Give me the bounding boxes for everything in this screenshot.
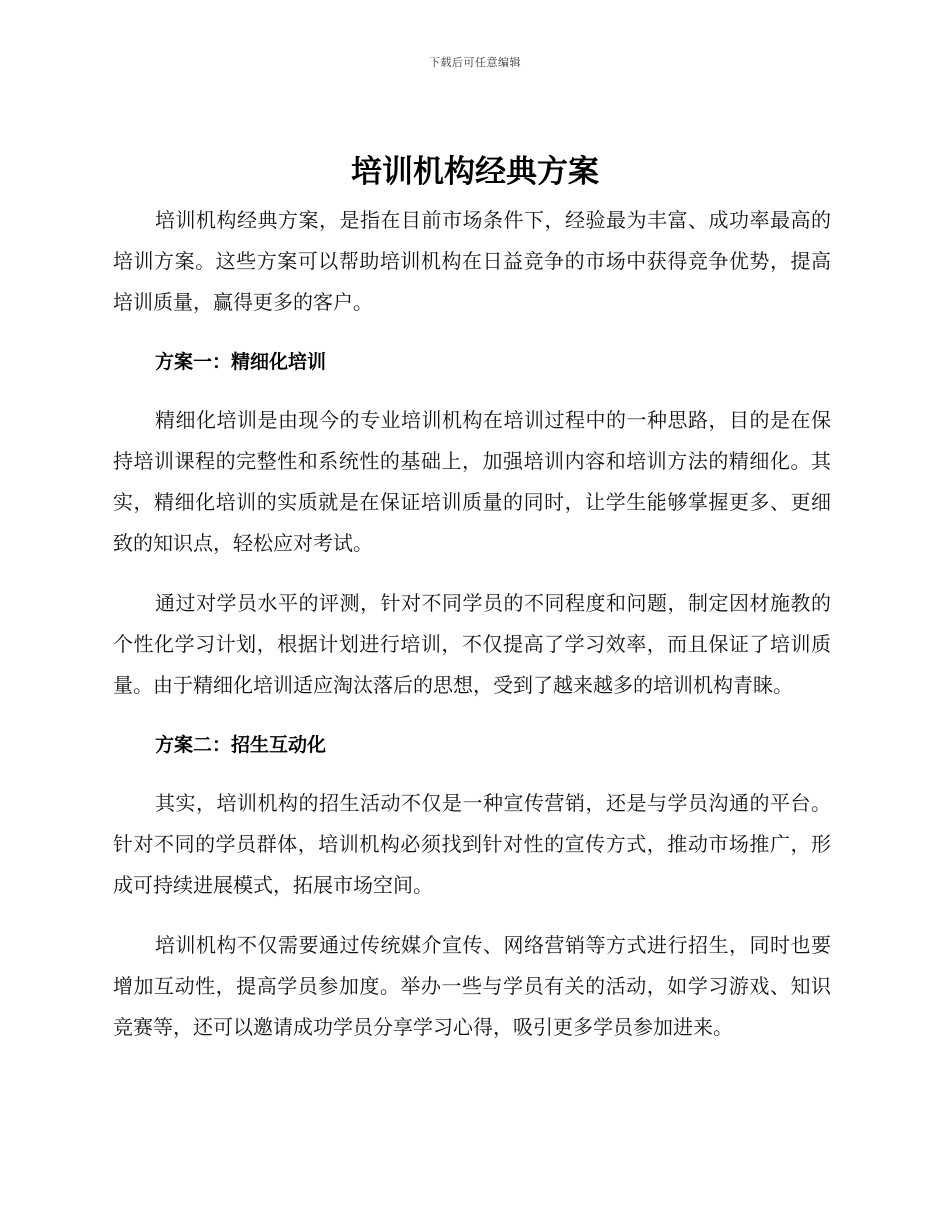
section-heading: 方案二：招生互动化 — [155, 734, 327, 756]
document-title: 培训机构经典方案 — [351, 154, 599, 190]
section-heading: 方案一：精细化培训 — [155, 351, 327, 373]
section-one — [113, 342, 831, 706]
intro-paragraph: 培训机构经典方案，是指在目前市场条件下，经验最为丰富、成功率最高的培训方案。这些方案可以帮助培训机构在日益竞争的市场中获得竞争优势，提高培训质量，赢得更多的客户。 — [113, 208, 831, 314]
body-paragraph: 其实，培训机构的招生活动不仅是一种宣传营销，还是与学员沟通的平台。针对不同的学员群体，培训机构必须找到针对性的宣传方式，推动市场推广，形成可持续进展模式，拓展市场空间。 — [113, 791, 831, 897]
body-paragraph: 精细化培训是由现今的专业培训机构在培训过程中的一种思路，目的是在保持培训课程的完整性和系统性的基础上，加强培训内容和培训方法的精细化。其实，精细化培训的实质就是在保证培训质量的同时，让学生能够掌握更多、更细致的知识点，轻松应对考试。 — [113, 408, 831, 555]
body-paragraph: 通过对学员水平的评测，针对不同学员的不同程度和问题，制定因材施教的个性化学习计划，根据计划进行培训，不仅提高了学习效率，而且保证了培训质量。由于精细化培训适应淘汰落后的思想，受到了越来越多的培训机构青睐。 — [113, 591, 831, 697]
section-two — [113, 725, 831, 1048]
document-body — [113, 200, 831, 1067]
body-paragraph: 培训机构不仅需要通过传统媒介宣传、网络营销等方式进行招生，同时也要增加互动性，提高学员参加度。举办一些与学员有关的活动，如学习游戏、知识竞赛等，还可以邀请成功学员分享学习心得，吸引更多学员参加进来。 — [113, 933, 831, 1039]
header-note: 下载后可任意编辑 — [429, 56, 521, 69]
